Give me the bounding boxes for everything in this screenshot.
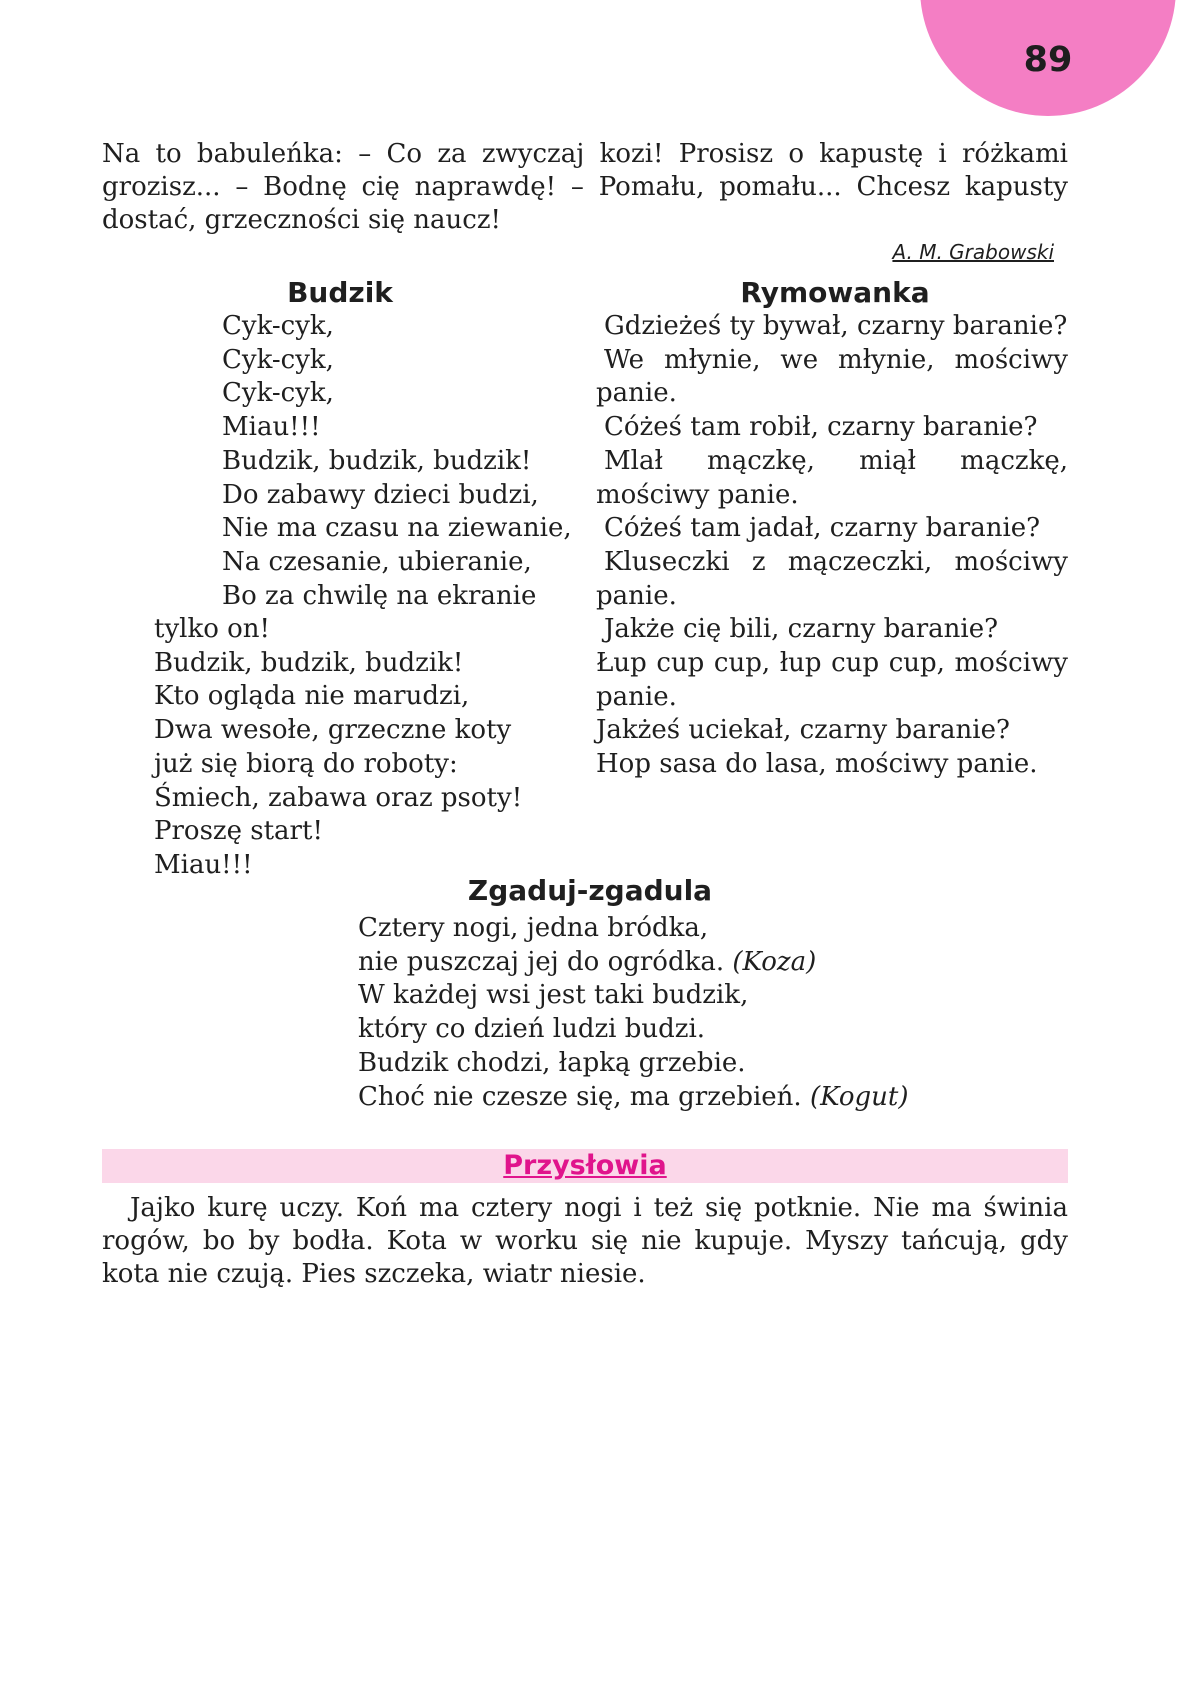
riddle-line: Budzik chodzi, łapką grzebie. <box>358 1047 746 1078</box>
poem-budzik <box>154 613 522 883</box>
poem-line: Śmiech, zabawa oraz psoty! <box>154 782 523 813</box>
poem-line: Cóżeś tam robił, czarny baranie? <box>604 412 1038 443</box>
poem-line: Jakżeś uciekał, czarny baranie? <box>596 715 1010 746</box>
poem-budzik-indented <box>222 310 572 613</box>
poem-line: Kluseczki z mączeczki, mościwy panie. <box>596 546 1068 611</box>
poem-line: Bo za chwilę na ekranie <box>222 580 537 611</box>
poem-line: Na czesanie, ubieranie, <box>222 546 532 577</box>
riddle-text: Choć nie czesze się, ma grzebień. <box>358 1081 802 1112</box>
poem-rymowanka <box>596 310 1068 782</box>
poem-title-budzik: Budzik <box>287 276 393 309</box>
riddle-answer: (Kogut) <box>809 1081 909 1112</box>
poem-line: Cyk-cyk, <box>222 311 334 341</box>
poem-line: Budzik, budzik, budzik! <box>222 445 532 476</box>
riddle-text: nie puszczaj jej do ogródka. <box>358 946 725 977</box>
poem-line: Cyk-cyk, <box>222 344 334 375</box>
poem-line: tylko on! <box>154 614 270 644</box>
poem-line: We młynie, we młynie, mościwy panie. <box>596 344 1068 409</box>
poem-line: Dwa wesołe, grzeczne koty <box>154 715 512 746</box>
intro-paragraph: Na to babuleńka: – Co za zwyczaj kozi! Prosisz o kapustę i różkami grozisz... – Bodnę cię naprawdę! – Pomału, pomału... Chcesz kapusty dostać, grzeczności się naucz! <box>102 139 1068 235</box>
riddle-line: Cztery nogi, jedna bródka, <box>358 913 709 943</box>
riddles <box>358 912 908 1114</box>
poem-line: Nie ma czasu na ziewanie, <box>222 513 572 544</box>
poem-line: Mlał mączkę, miął mączkę, mościwy panie. <box>596 445 1068 510</box>
poem-line: Proszę start! <box>154 816 323 847</box>
riddle-line <box>358 1081 908 1115</box>
poem-line: Łup cup cup, łup cup cup, mościwy panie. <box>596 648 1068 712</box>
riddle-answer: (Koza) <box>732 946 817 977</box>
poem-line: Cyk-cyk, <box>222 378 334 409</box>
poem-title-rymowanka: Rymowanka <box>740 276 930 309</box>
proverbs-paragraph: Jajko kurę uczy. Koń ma cztery nogi i też się potknie. Nie ma świnia rogów, bo by bodła. Kota w worku się nie kupuje. Myszy tańcują, gdy kota nie czują. Pies szczeka, wiatr niesie. <box>102 1193 1068 1289</box>
poem-line: Gdzieżeś ty bywał, czarny baranie? <box>604 311 1068 341</box>
poem-line: Hop sasa do lasa, mościwy panie. <box>596 749 1038 780</box>
poem-line: Budzik, budzik, budzik! <box>154 647 464 678</box>
poem-line: Do zabawy dzieci budzi, <box>222 479 539 510</box>
poem-line: Kto ogląda nie marudzi, <box>154 681 470 712</box>
riddle-line: który co dzień ludzi budzi. <box>358 1014 706 1045</box>
poem-line: już się biorą do roboty: <box>154 748 458 779</box>
riddle-line <box>358 946 908 980</box>
section-title-przyslowia: Przysłowia <box>503 1150 667 1181</box>
poem-line: Miau!!! <box>154 849 253 880</box>
author-credit: A. M. Grabowski <box>892 240 1054 264</box>
riddles-title: Zgaduj-zgadula <box>467 874 713 907</box>
page-number: 89 <box>1023 40 1073 80</box>
poem-line: Miau!!! <box>222 412 321 443</box>
poem-line: Cóżeś tam jadał, czarny baranie? <box>604 513 1041 544</box>
riddle-line: W każdej wsi jest taki budzik, <box>358 980 749 1011</box>
poem-line: Jakże cię bili, czarny baranie? <box>604 614 999 645</box>
